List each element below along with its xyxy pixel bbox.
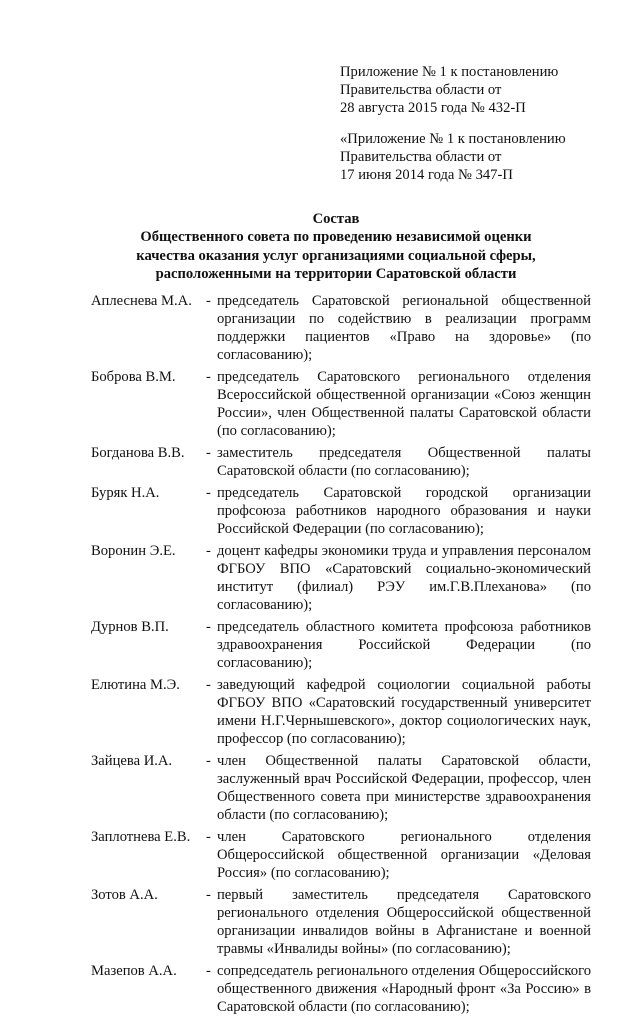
member-row	[91, 676, 591, 748]
member-description: первый заместитель председателя Саратовского регионального отделения Общероссийской общественной организации инвалидов войны в Афганистане и военной травмы «Инвалиды войны» (по согласованию);	[217, 887, 591, 957]
annex-header-previous	[340, 130, 632, 184]
title-line: расположенными на территории Саратовской области	[155, 266, 517, 283]
document-title	[76, 210, 596, 284]
member-dash: -	[206, 753, 211, 769]
member-row	[91, 368, 591, 440]
member-name: Богданова В.В.	[91, 445, 185, 461]
annex-line: Приложение № 1 к постановлению	[340, 64, 559, 80]
member-dash: -	[206, 887, 211, 903]
member-description: председатель Саратовского регионального отделения Всероссийской общественной организации «Союз женщин России», член Общественной палаты Саратовской области (по согласованию);	[217, 369, 591, 439]
member-row	[91, 292, 591, 364]
member-row	[91, 542, 591, 614]
member-name: Воронин Э.Е.	[91, 543, 176, 559]
member-description: член Саратовского регионального отделения Общероссийской общественной организации «Деловая Россия» (по согласованию);	[217, 829, 591, 881]
member-name: Заплотнева Е.В.	[91, 829, 191, 845]
member-description: председатель Саратовской региональной общественной организации по содействию в реализации программ поддержки пациентов «Право на здоровье» (по согласованию);	[217, 293, 591, 363]
title-line: качества оказания услуг организациями социальной сферы,	[136, 247, 536, 264]
member-dash: -	[206, 543, 211, 559]
member-row	[91, 962, 591, 1016]
member-row	[91, 618, 591, 672]
member-name: Боброва В.М.	[91, 369, 176, 385]
member-row	[91, 752, 591, 824]
member-description: сопредседатель регионального отделения Общероссийского общественного движения «Народный фронт «За Россию» в Саратовской области (по согласованию);	[217, 963, 591, 1015]
member-name: Дурнов В.П.	[91, 619, 169, 635]
member-dash: -	[206, 829, 211, 845]
annex-header-current	[340, 63, 632, 117]
member-name: Аплеснева М.А.	[91, 293, 192, 309]
member-dash: -	[206, 445, 211, 461]
annex-line: Правительства области от	[340, 82, 502, 98]
member-row	[91, 828, 591, 882]
member-name: Зайцева И.А.	[91, 753, 173, 769]
member-dash: -	[206, 369, 211, 385]
member-description: доцент кафедры экономики труда и управления персоналом ФГБОУ ВПО «Саратовский социально-экономический институт (филиал) РЭУ им.Г.В.Плеханова» (по согласованию);	[217, 543, 591, 613]
member-row	[91, 886, 591, 958]
member-description: председатель областного комитета профсоюза работников здравоохранения Российской Федерации (по согласованию);	[217, 619, 591, 671]
annex-line: 28 августа 2015 года № 432-П	[340, 100, 526, 116]
member-name: Зотов А.А.	[91, 887, 158, 903]
member-dash: -	[206, 619, 211, 635]
title-line: Состав	[312, 211, 360, 227]
member-name: Мазепов А.А.	[91, 963, 177, 979]
annex-line: 17 июня 2014 года № 347-П	[340, 167, 513, 183]
title-line: Общественного совета по проведению независимой оценки	[140, 229, 532, 246]
member-description: заведующий кафедрой социологии социальной работы ФГБОУ ВПО «Саратовский государственный университет имени Н.Г.Чернышевского», доктор социологических наук, профессор (по согласованию);	[217, 677, 591, 747]
member-description: член Общественной палаты Саратовской области, заслуженный врач Российской Федерации, профессор, член Общественного совета при министерстве здравоохранения области (по согласованию);	[217, 753, 591, 823]
member-dash: -	[206, 293, 211, 309]
member-description: заместитель председателя Общественной палаты Саратовской области (по согласованию);	[217, 445, 591, 479]
member-row	[91, 484, 591, 538]
member-name: Буряк Н.А.	[91, 485, 160, 501]
member-dash: -	[206, 677, 211, 693]
annex-line: «Приложение № 1 к постановлению	[340, 131, 566, 147]
annex-line: Правительства области от	[340, 149, 502, 165]
member-dash: -	[206, 485, 211, 501]
members-list	[91, 292, 591, 1020]
member-name: Елютина М.Э.	[91, 677, 180, 693]
member-description: председатель Саратовской городской организации профсоюза работников народного образования и науки Российской Федерации (по согласованию);	[217, 485, 591, 537]
member-row	[91, 444, 591, 480]
member-dash: -	[206, 963, 211, 979]
